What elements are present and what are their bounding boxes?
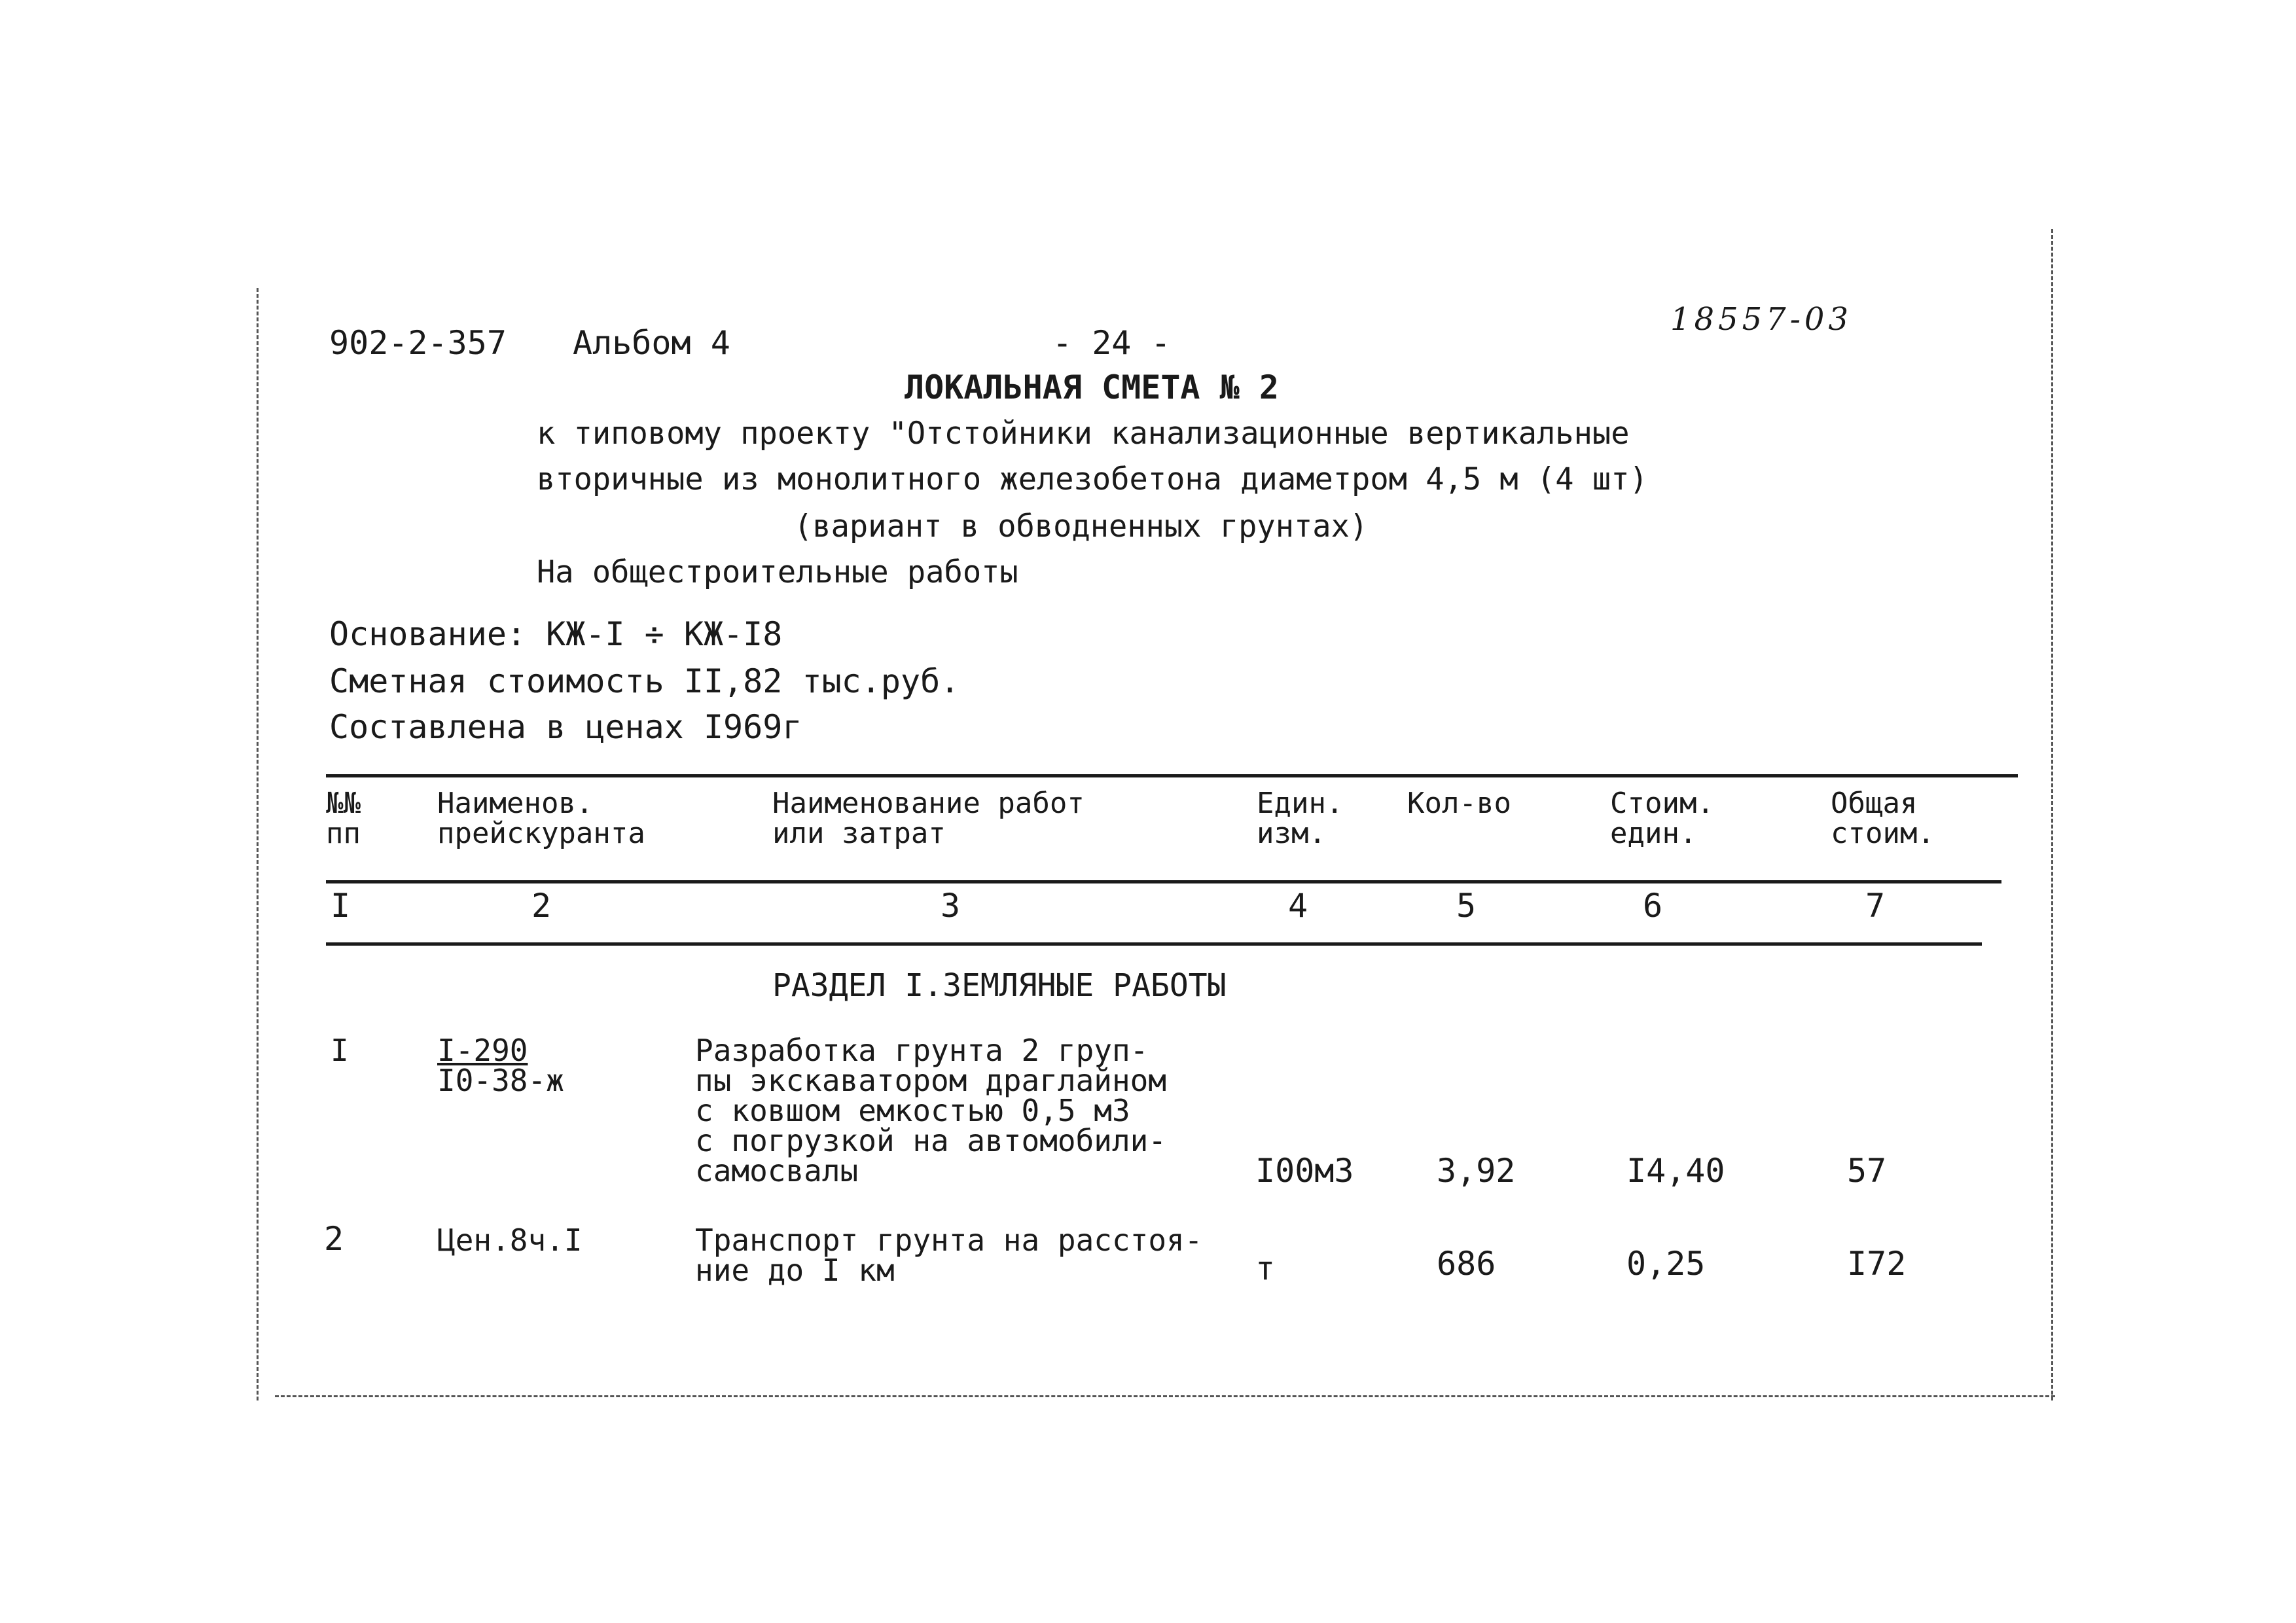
row-1-name: Разработка грунта 2 груп- пы экскаватором драглайном с ковшом емкостью 0,5 м3 с погрузкой на автомобили- самосвалы: [695, 1033, 1167, 1188]
handwritten-number: 18557-03: [1670, 301, 1852, 338]
left-frame-edge: [257, 288, 259, 1400]
bottom-frame-edge: [275, 1395, 2055, 1397]
column-number-6: 6: [1643, 887, 1663, 925]
row-1-unit: I00м3: [1255, 1152, 1354, 1190]
basis-line: Основание: КЖ-I ÷ КЖ-I8: [329, 615, 783, 653]
page-number: - 24 -: [1052, 324, 1171, 362]
right-frame-edge: [2051, 229, 2053, 1400]
row-2-no: 2: [324, 1220, 344, 1258]
column-number-5: 5: [1456, 887, 1477, 925]
column-numbers-rule: [326, 942, 1982, 946]
table-top-rule: [326, 774, 2018, 777]
row-1-qty: 3,92: [1437, 1152, 1516, 1190]
header-col-7: Общая стоим.: [1831, 787, 1935, 850]
estimate-heading: ЛОКАЛЬНАЯ СМЕТА № 2: [905, 368, 1279, 406]
prices-line: Составлена в ценах I969г: [329, 708, 802, 746]
title-line-3: (вариант в обводненных грунтах): [794, 508, 1369, 544]
doc-code: 902-2-357: [329, 324, 507, 362]
header-col-5: Кол-во: [1407, 787, 1511, 820]
title-line-2: вторичные из монолитного железобетона диаметром 4,5 м (4 шт): [537, 461, 1648, 497]
header-bottom-rule: [326, 880, 2001, 883]
row-2-total: I72: [1847, 1245, 1907, 1283]
cost-line: Сметная стоимость II,82 тыс.руб.: [329, 662, 960, 700]
row-2-price-ref: Цен.8ч.I: [437, 1222, 583, 1258]
header-col-2: Наименов. прейскуранта: [437, 787, 645, 850]
header-col-3: Наименование работ или затрат: [772, 787, 1085, 850]
column-number-3: 3: [941, 887, 961, 925]
row-2-qty: 686: [1437, 1245, 1496, 1283]
title-line-4: На общестроительные работы: [537, 554, 1018, 590]
row-2-name: Транспорт грунта на расстоя- ние до I км: [695, 1222, 1203, 1288]
column-number-2: 2: [531, 887, 552, 925]
header-col-1: №№ пп: [326, 787, 361, 850]
row-1-price-ref: I-290 I0-38-ж: [437, 1033, 564, 1098]
row-2-unit-cost: 0,25: [1626, 1245, 1706, 1283]
album-label: Альбом 4: [573, 324, 730, 362]
title-line-1: к типовому проекту "Отстойники канализационные вертикальные: [537, 416, 1630, 452]
column-number-4: 4: [1288, 887, 1308, 925]
column-number-1: I: [331, 887, 351, 925]
row-1-total: 57: [1847, 1152, 1887, 1190]
row-1-no: I: [331, 1033, 349, 1068]
header-col-4: Един. изм.: [1257, 787, 1344, 850]
section-title: РАЗДЕЛ I.ЗЕМЛЯНЫЕ РАБОТЫ: [772, 967, 1227, 1004]
row-2-unit: т: [1255, 1249, 1276, 1287]
header-col-6: Стоим. един.: [1610, 787, 1714, 850]
column-number-7: 7: [1865, 887, 1886, 925]
row-1-unit-cost: I4,40: [1626, 1152, 1725, 1190]
